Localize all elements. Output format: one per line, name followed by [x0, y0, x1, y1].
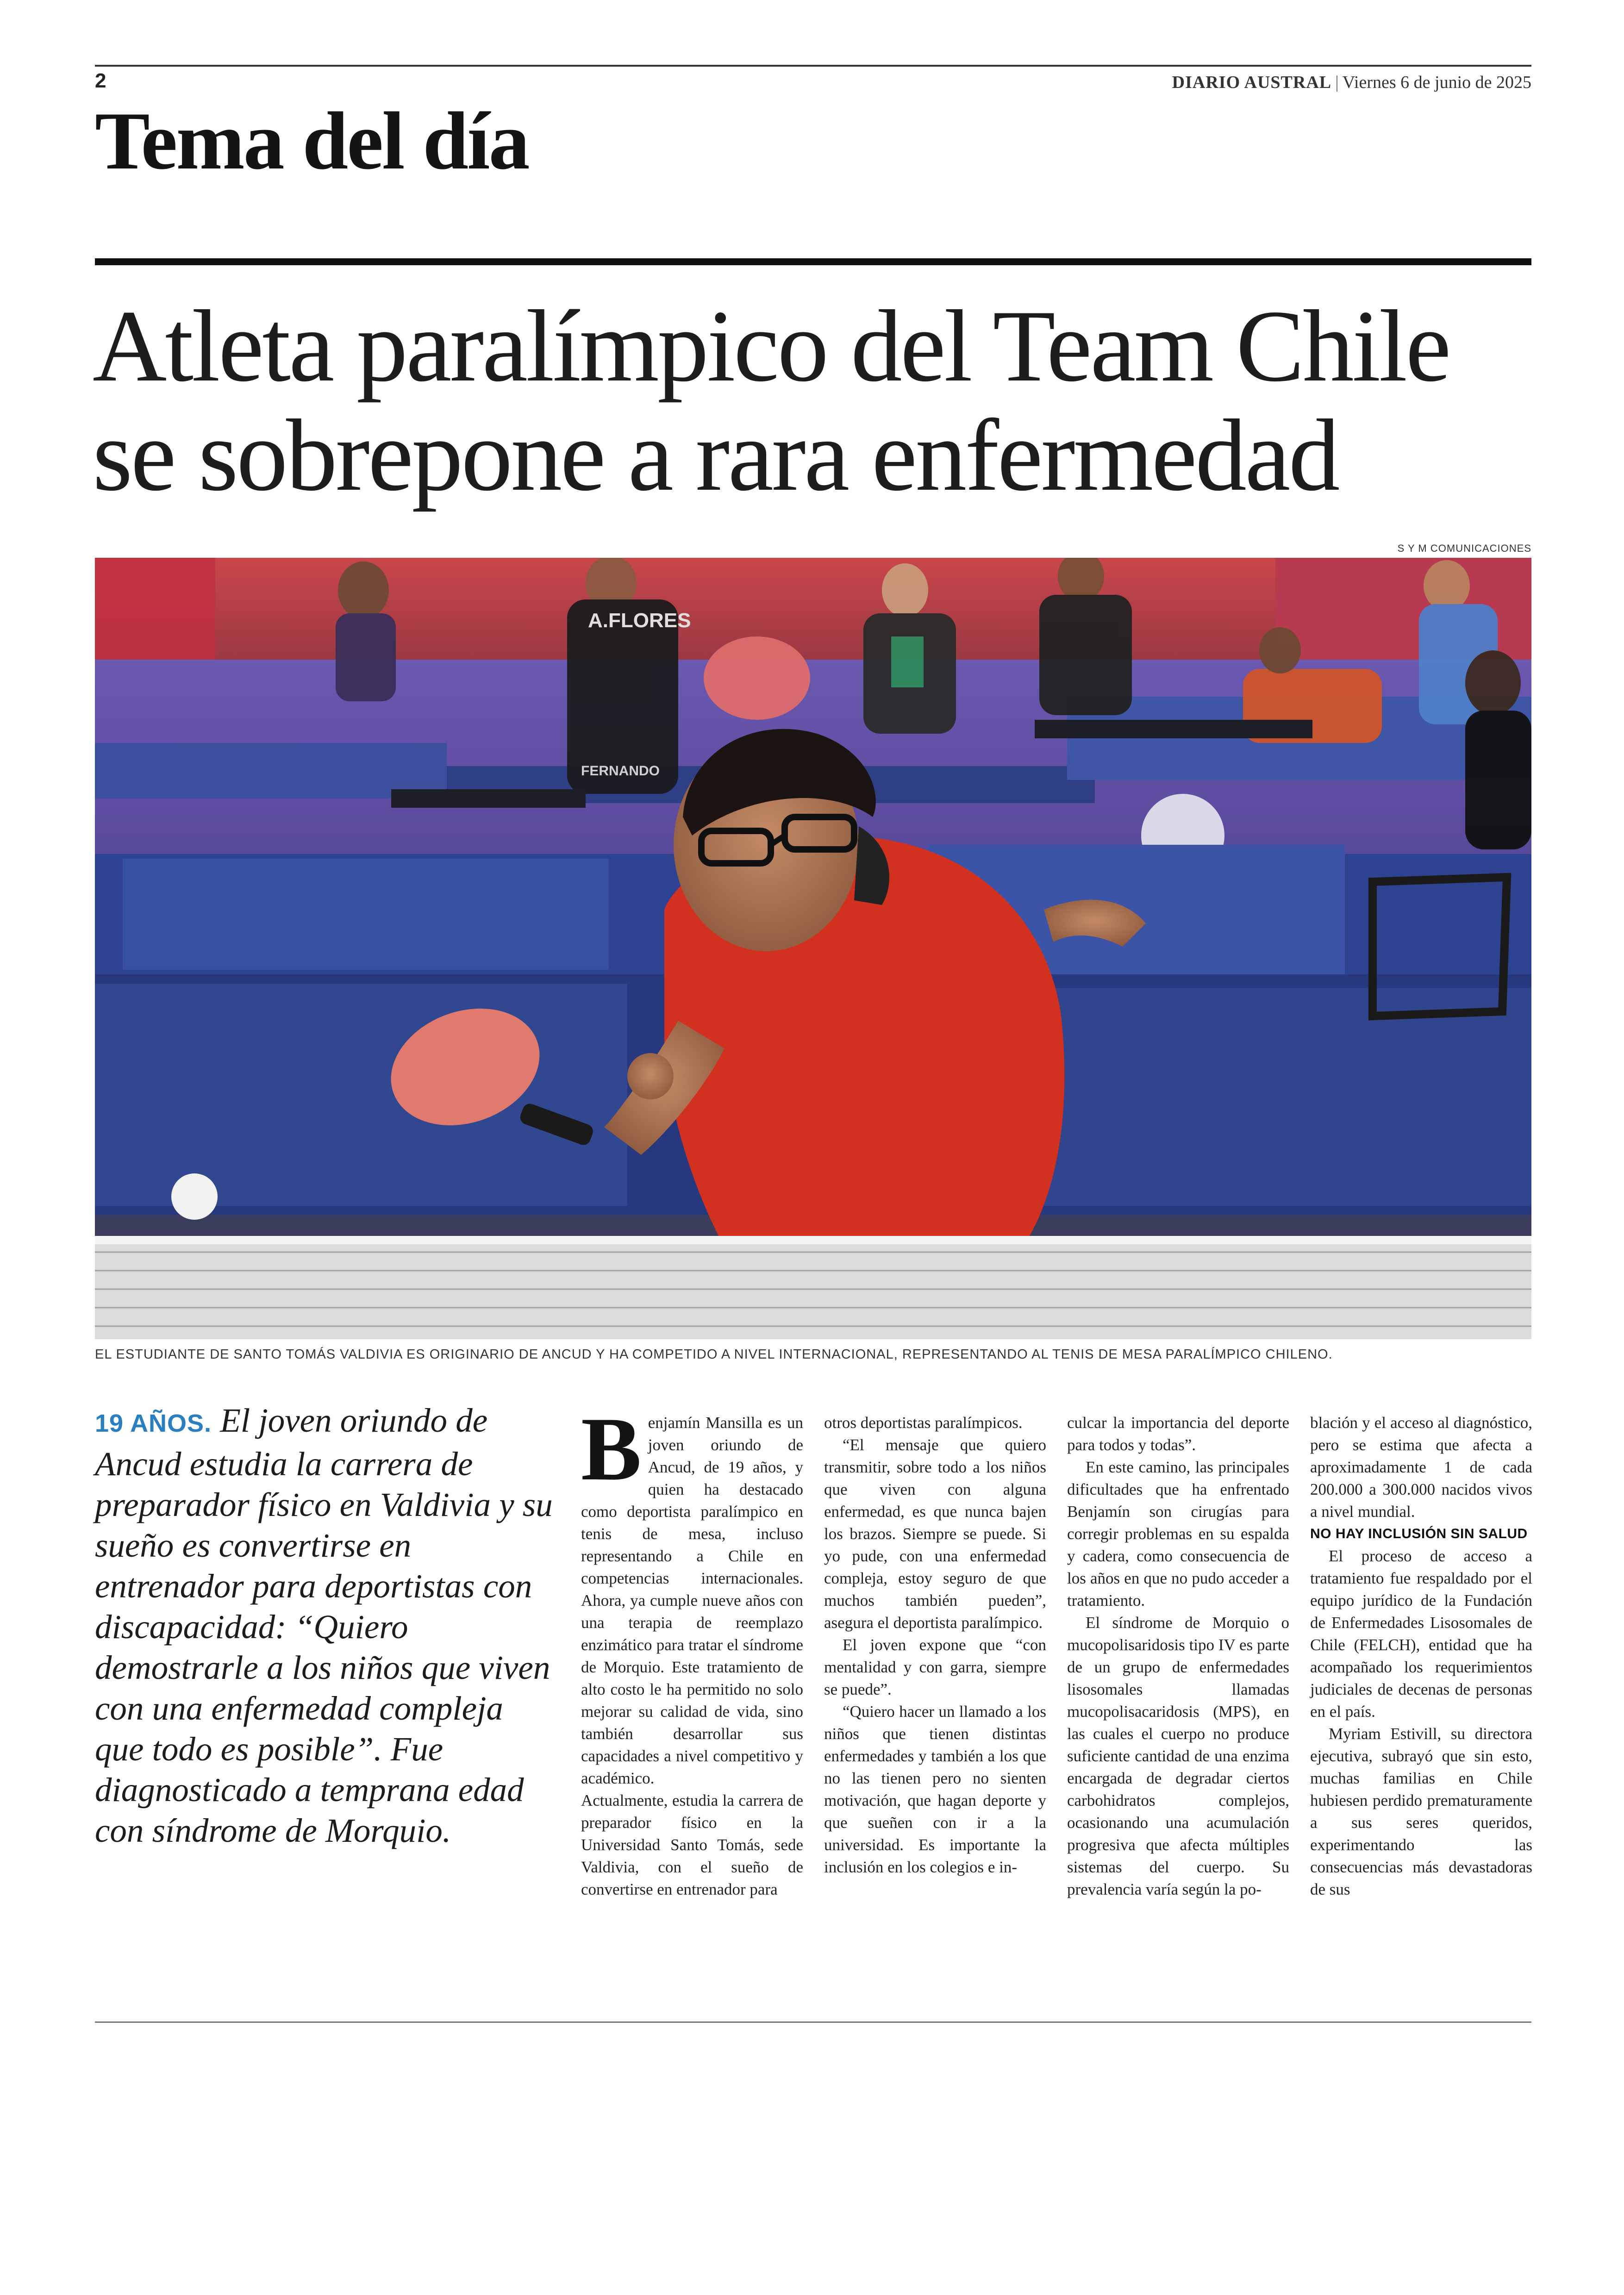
masthead-separator: |: [1335, 73, 1339, 92]
body-column-4: [1310, 1412, 1532, 1901]
net: [95, 1236, 1531, 1339]
paragraph: Myriam Estivill, su directora ejecutiva, subrayó que sin esto, muchas familias en Chile hubiesen perdido prematuramente a sus seres queridos, experimentando las consecuencias más devastadoras de sus: [1310, 1725, 1532, 1898]
bottom-rule: [95, 2021, 1531, 2023]
headline-line-1: Atleta paralímpico del Team Chile: [93, 289, 1449, 403]
shirt-text-1: A.FLORES: [588, 609, 691, 632]
ball: [171, 1173, 218, 1220]
paragraph: “Quiero hacer un llamado a los niños que tienen distintas enfermedades y también a los que no las tienen pero no sienten motivación, que hagan deporte y que sueñen con ir a la universidad. Es importante la inclusión en los colegios e in-: [824, 1703, 1046, 1876]
body-column-3: [1067, 1412, 1289, 1901]
shirt-text-2: FERNANDO: [581, 763, 660, 779]
paragraph: blación y el acceso al diagnóstico, pero se estima que afecta a aproximadamente 1 de cada 200.000 a 300.000 nacidos vivos a nivel mundial.: [1310, 1414, 1532, 1521]
issue-date: Viernes 6 de junio de 2025: [1342, 73, 1531, 92]
masthead: [1172, 72, 1531, 93]
publication-name: DIARIO AUSTRAL: [1172, 73, 1332, 92]
page-number: 2: [95, 69, 106, 92]
section-title: Tema del día: [95, 95, 529, 187]
paragraph: Actualmente, estudia la carrera de preparador físico en la Universidad Santo Tomás, sede Valdivia, con el sueño de convertirse en entrenador para: [581, 1791, 803, 1898]
headline-line-2: se sobrepone a rara enfermedad: [93, 399, 1338, 512]
paragraph: El síndrome de Morquio o mucopolisaridosis tipo IV es parte de un grupo de enfermedades lisosomales llamadas mucopolisacaridosis (MPS), en las cuales el cuerpo no produce suficiente cantidad de una enzima encargada de degradar ciertos carbohidratos complejos, ocasionando una acumulación progresiva que afecta múltiples sistemas del cuerpo. Su prevalencia varía según la po-: [1067, 1614, 1289, 1898]
paragraph: El proceso de acceso a tratamiento fue respaldado por el equipo jurídico de la Fundación de Enfermedades Lisosomales de Chile (FELCH), entidad que ha acompañado los requerimientos judiciales de decenas de personas en el país.: [1310, 1547, 1532, 1721]
article-deck: [95, 1400, 558, 1851]
paragraph: El joven expone que “con mentalidad y con garra, siempre se puede”.: [824, 1636, 1046, 1698]
paragraph: otros deportistas paralímpicos.: [824, 1414, 1023, 1432]
headline-rule: [95, 258, 1531, 265]
photo-illustration: [95, 558, 1531, 1339]
deck-kicker: 19 AÑOS.: [95, 1409, 212, 1437]
paragraph: culcar la importancia del deporte para todos y todas”.: [1067, 1414, 1289, 1454]
body-column-1: [581, 1399, 803, 1901]
body-column-2: [824, 1412, 1046, 1878]
photo-caption: EL ESTUDIANTE DE SANTO TOMÁS VALDIVIA ES ORIGINARIO DE ANCUD Y HA COMPETIDO A NIVEL INTERNACIONAL, REPRESENTANDO AL TENIS DE MESA PARALÍMPICO CHILENO.: [95, 1347, 1333, 1362]
photo-credit: S Y M COMUNICACIONES: [1397, 543, 1531, 554]
top-rule: [95, 65, 1531, 67]
paragraph: En este camino, las principales dificultades que ha enfrentado Benjamín son cirugías para corregir problemas en su espalda y cadera, como consecuencia de los años en que no pudo acceder a tratamiento.: [1067, 1458, 1289, 1609]
drop-cap: B: [581, 1399, 642, 1499]
paragraph: “El mensaje que quiero transmitir, sobre todo a los niños que viven con alguna enfermedad, es que nunca bajen los brazos. Siempre se puede. Si yo pude, con una enfermedad compleja, estoy seguro de que muchos también pueden”, asegura el deportista paralímpico.: [824, 1436, 1046, 1632]
deck-text: El joven oriundo de Ancud estudia la carrera de preparador físico en Valdivia y su sueño es convertirse en entrenador para deportistas con discapacidad: “Quiero demostrarle a los niños que viven con una enfermedad compleja que todo es posible”. Fue diagnosticado a temprana edad con síndrome de Morquio.: [95, 1402, 553, 1849]
paragraph: Benjamín Mansilla es un joven oriundo de Ancud, de 19 años, y quien ha destacado como deportista paralímpico en tenis de mesa, incluso representando a Chile en competencias internacionales. Ahora, ya cumple nueve años con una terapia de reemplazo enzimático para tratar el síndrome de Morquio. Este tratamiento de alto costo le ha permitido no solo mejorar su calidad de vida, sino también desarrollar sus capacidades a nivel competitivo y académico.: [581, 1399, 803, 1787]
subhead: NO HAY INCLUSIÓN SIN SALUD: [1310, 1526, 1528, 1541]
headline: [93, 289, 1546, 512]
article-photo: [95, 558, 1531, 1339]
